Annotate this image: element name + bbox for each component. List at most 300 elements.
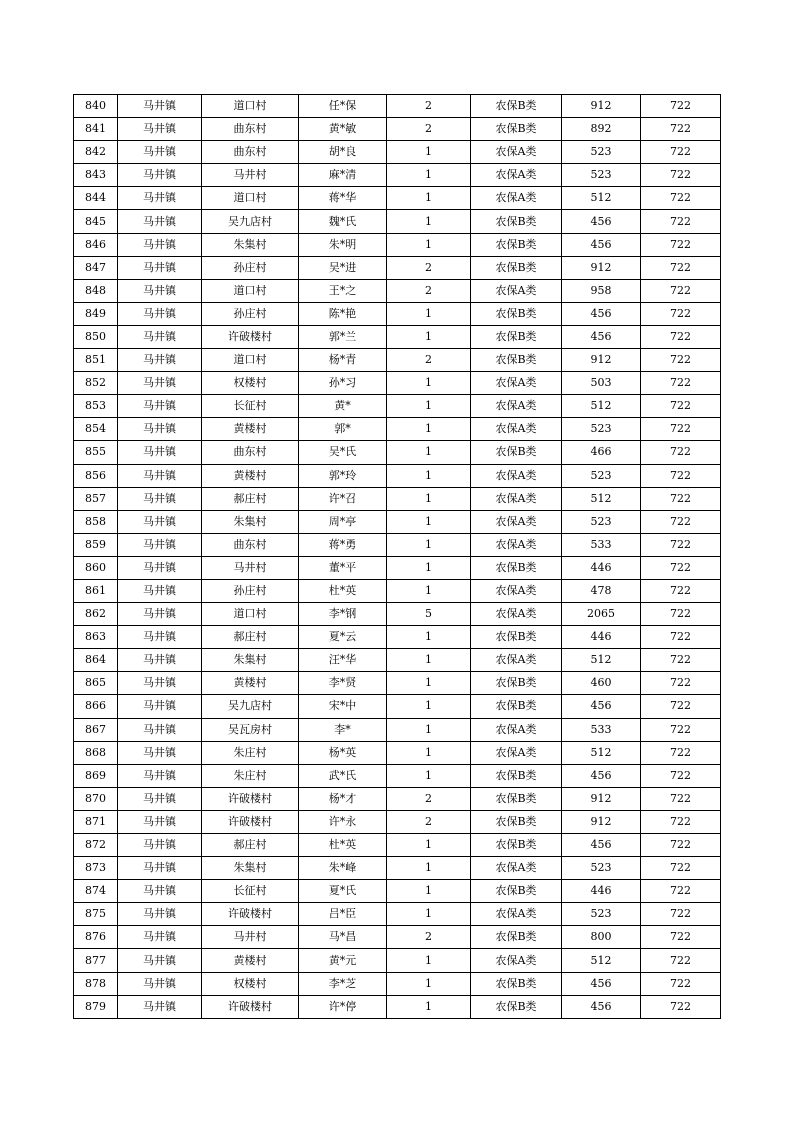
table-row bbox=[74, 764, 721, 787]
amount-cell: 460 bbox=[562, 672, 641, 695]
standard-cell: 722 bbox=[641, 764, 721, 787]
standard-cell: 722 bbox=[641, 556, 721, 579]
town-cell: 马井镇 bbox=[118, 187, 202, 210]
amount-cell: 466 bbox=[562, 441, 641, 464]
category-cell: 农保A类 bbox=[471, 510, 562, 533]
village-cell: 黄楼村 bbox=[202, 949, 299, 972]
category-cell: 农保A类 bbox=[471, 279, 562, 302]
name-cell: 马*昌 bbox=[299, 926, 387, 949]
household-count-cell: 1 bbox=[387, 302, 471, 325]
row-number-cell: 872 bbox=[74, 834, 118, 857]
name-cell: 李* bbox=[299, 718, 387, 741]
name-cell: 王*之 bbox=[299, 279, 387, 302]
village-cell: 朱集村 bbox=[202, 649, 299, 672]
village-cell: 曲东村 bbox=[202, 533, 299, 556]
row-number-cell: 840 bbox=[74, 95, 118, 118]
category-cell: 农保B类 bbox=[471, 210, 562, 233]
household-count-cell: 2 bbox=[387, 349, 471, 372]
village-cell: 朱集村 bbox=[202, 510, 299, 533]
household-count-cell: 2 bbox=[387, 787, 471, 810]
table-row bbox=[74, 741, 721, 764]
amount-cell: 523 bbox=[562, 141, 641, 164]
category-cell: 农保B类 bbox=[471, 349, 562, 372]
village-cell: 道口村 bbox=[202, 279, 299, 302]
table-row bbox=[74, 903, 721, 926]
town-cell: 马井镇 bbox=[118, 649, 202, 672]
category-cell: 农保B类 bbox=[471, 233, 562, 256]
category-cell: 农保A类 bbox=[471, 603, 562, 626]
table-row bbox=[74, 418, 721, 441]
row-number-cell: 861 bbox=[74, 579, 118, 602]
name-cell: 许*停 bbox=[299, 995, 387, 1018]
row-number-cell: 856 bbox=[74, 464, 118, 487]
amount-cell: 456 bbox=[562, 233, 641, 256]
table-row bbox=[74, 579, 721, 602]
amount-cell: 533 bbox=[562, 533, 641, 556]
standard-cell: 722 bbox=[641, 187, 721, 210]
village-cell: 黄楼村 bbox=[202, 464, 299, 487]
town-cell: 马井镇 bbox=[118, 972, 202, 995]
row-number-cell: 855 bbox=[74, 441, 118, 464]
standard-cell: 722 bbox=[641, 903, 721, 926]
household-count-cell: 2 bbox=[387, 810, 471, 833]
table-row bbox=[74, 972, 721, 995]
town-cell: 马井镇 bbox=[118, 210, 202, 233]
town-cell: 马井镇 bbox=[118, 695, 202, 718]
town-cell: 马井镇 bbox=[118, 302, 202, 325]
name-cell: 魏*氏 bbox=[299, 210, 387, 233]
village-cell: 朱集村 bbox=[202, 233, 299, 256]
amount-cell: 912 bbox=[562, 349, 641, 372]
row-number-cell: 864 bbox=[74, 649, 118, 672]
name-cell: 杨*英 bbox=[299, 741, 387, 764]
household-count-cell: 1 bbox=[387, 187, 471, 210]
row-number-cell: 848 bbox=[74, 279, 118, 302]
table-row bbox=[74, 118, 721, 141]
name-cell: 杜*英 bbox=[299, 834, 387, 857]
row-number-cell: 857 bbox=[74, 487, 118, 510]
row-number-cell: 866 bbox=[74, 695, 118, 718]
table-row bbox=[74, 141, 721, 164]
row-number-cell: 860 bbox=[74, 556, 118, 579]
name-cell: 李*芝 bbox=[299, 972, 387, 995]
table-row bbox=[74, 672, 721, 695]
standard-cell: 722 bbox=[641, 510, 721, 533]
village-cell: 朱庄村 bbox=[202, 741, 299, 764]
town-cell: 马井镇 bbox=[118, 764, 202, 787]
amount-cell: 446 bbox=[562, 626, 641, 649]
name-cell: 汪*华 bbox=[299, 649, 387, 672]
amount-cell: 892 bbox=[562, 118, 641, 141]
table-row bbox=[74, 787, 721, 810]
standard-cell: 722 bbox=[641, 395, 721, 418]
standard-cell: 722 bbox=[641, 834, 721, 857]
category-cell: 农保A类 bbox=[471, 903, 562, 926]
village-cell: 曲东村 bbox=[202, 141, 299, 164]
category-cell: 农保A类 bbox=[471, 487, 562, 510]
household-count-cell: 1 bbox=[387, 510, 471, 533]
village-cell: 吴九店村 bbox=[202, 210, 299, 233]
standard-cell: 722 bbox=[641, 695, 721, 718]
category-cell: 农保A类 bbox=[471, 464, 562, 487]
category-cell: 农保A类 bbox=[471, 949, 562, 972]
household-count-cell: 1 bbox=[387, 995, 471, 1018]
village-cell: 权楼村 bbox=[202, 972, 299, 995]
name-cell: 吕*臣 bbox=[299, 903, 387, 926]
row-number-cell: 842 bbox=[74, 141, 118, 164]
household-count-cell: 1 bbox=[387, 487, 471, 510]
table-row bbox=[74, 95, 721, 118]
name-cell: 夏*云 bbox=[299, 626, 387, 649]
name-cell: 朱*明 bbox=[299, 233, 387, 256]
category-cell: 农保B类 bbox=[471, 834, 562, 857]
category-cell: 农保B类 bbox=[471, 764, 562, 787]
name-cell: 杨*青 bbox=[299, 349, 387, 372]
table-row bbox=[74, 464, 721, 487]
amount-cell: 456 bbox=[562, 325, 641, 348]
town-cell: 马井镇 bbox=[118, 256, 202, 279]
town-cell: 马井镇 bbox=[118, 995, 202, 1018]
category-cell: 农保A类 bbox=[471, 395, 562, 418]
row-number-cell: 854 bbox=[74, 418, 118, 441]
name-cell: 吴*氏 bbox=[299, 441, 387, 464]
row-number-cell: 843 bbox=[74, 164, 118, 187]
table-row bbox=[74, 349, 721, 372]
standard-cell: 722 bbox=[641, 857, 721, 880]
town-cell: 马井镇 bbox=[118, 487, 202, 510]
standard-cell: 722 bbox=[641, 949, 721, 972]
household-count-cell: 1 bbox=[387, 741, 471, 764]
row-number-cell: 849 bbox=[74, 302, 118, 325]
household-count-cell: 1 bbox=[387, 464, 471, 487]
category-cell: 农保B类 bbox=[471, 672, 562, 695]
village-cell: 黄楼村 bbox=[202, 672, 299, 695]
table-row bbox=[74, 302, 721, 325]
town-cell: 马井镇 bbox=[118, 464, 202, 487]
household-count-cell: 1 bbox=[387, 418, 471, 441]
amount-cell: 456 bbox=[562, 302, 641, 325]
name-cell: 任*保 bbox=[299, 95, 387, 118]
row-number-cell: 870 bbox=[74, 787, 118, 810]
town-cell: 马井镇 bbox=[118, 418, 202, 441]
town-cell: 马井镇 bbox=[118, 626, 202, 649]
table-row bbox=[74, 603, 721, 626]
amount-cell: 456 bbox=[562, 972, 641, 995]
amount-cell: 523 bbox=[562, 164, 641, 187]
category-cell: 农保A类 bbox=[471, 718, 562, 741]
village-cell: 马井村 bbox=[202, 164, 299, 187]
village-cell: 孙庄村 bbox=[202, 579, 299, 602]
roster-table bbox=[73, 94, 721, 1019]
village-cell: 吴瓦房村 bbox=[202, 718, 299, 741]
row-number-cell: 876 bbox=[74, 926, 118, 949]
name-cell: 周*亭 bbox=[299, 510, 387, 533]
standard-cell: 722 bbox=[641, 210, 721, 233]
row-number-cell: 871 bbox=[74, 810, 118, 833]
household-count-cell: 2 bbox=[387, 95, 471, 118]
standard-cell: 722 bbox=[641, 626, 721, 649]
row-number-cell: 862 bbox=[74, 603, 118, 626]
standard-cell: 722 bbox=[641, 141, 721, 164]
row-number-cell: 850 bbox=[74, 325, 118, 348]
table-row bbox=[74, 926, 721, 949]
amount-cell: 456 bbox=[562, 695, 641, 718]
name-cell: 杨*才 bbox=[299, 787, 387, 810]
town-cell: 马井镇 bbox=[118, 164, 202, 187]
roster-body bbox=[74, 95, 721, 1019]
category-cell: 农保A类 bbox=[471, 741, 562, 764]
standard-cell: 722 bbox=[641, 118, 721, 141]
household-count-cell: 1 bbox=[387, 972, 471, 995]
name-cell: 董*平 bbox=[299, 556, 387, 579]
household-count-cell: 5 bbox=[387, 603, 471, 626]
household-count-cell: 1 bbox=[387, 718, 471, 741]
household-count-cell: 1 bbox=[387, 579, 471, 602]
amount-cell: 456 bbox=[562, 764, 641, 787]
name-cell: 胡*良 bbox=[299, 141, 387, 164]
village-cell: 朱庄村 bbox=[202, 764, 299, 787]
standard-cell: 722 bbox=[641, 787, 721, 810]
name-cell: 夏*氏 bbox=[299, 880, 387, 903]
table-row bbox=[74, 949, 721, 972]
standard-cell: 722 bbox=[641, 718, 721, 741]
town-cell: 马井镇 bbox=[118, 834, 202, 857]
town-cell: 马井镇 bbox=[118, 95, 202, 118]
category-cell: 农保A类 bbox=[471, 533, 562, 556]
household-count-cell: 1 bbox=[387, 533, 471, 556]
town-cell: 马井镇 bbox=[118, 672, 202, 695]
category-cell: 农保B类 bbox=[471, 302, 562, 325]
name-cell: 许*召 bbox=[299, 487, 387, 510]
standard-cell: 722 bbox=[641, 164, 721, 187]
table-row bbox=[74, 487, 721, 510]
row-number-cell: 877 bbox=[74, 949, 118, 972]
household-count-cell: 1 bbox=[387, 672, 471, 695]
table-row bbox=[74, 210, 721, 233]
table-row bbox=[74, 441, 721, 464]
category-cell: 农保A类 bbox=[471, 418, 562, 441]
table-row bbox=[74, 880, 721, 903]
row-number-cell: 867 bbox=[74, 718, 118, 741]
household-count-cell: 1 bbox=[387, 164, 471, 187]
town-cell: 马井镇 bbox=[118, 118, 202, 141]
household-count-cell: 1 bbox=[387, 210, 471, 233]
amount-cell: 456 bbox=[562, 210, 641, 233]
category-cell: 农保A类 bbox=[471, 857, 562, 880]
household-count-cell: 1 bbox=[387, 695, 471, 718]
town-cell: 马井镇 bbox=[118, 441, 202, 464]
table-row bbox=[74, 187, 721, 210]
category-cell: 农保B类 bbox=[471, 926, 562, 949]
name-cell: 朱*峰 bbox=[299, 857, 387, 880]
amount-cell: 523 bbox=[562, 510, 641, 533]
table-row bbox=[74, 695, 721, 718]
amount-cell: 523 bbox=[562, 418, 641, 441]
town-cell: 马井镇 bbox=[118, 510, 202, 533]
amount-cell: 523 bbox=[562, 903, 641, 926]
category-cell: 农保A类 bbox=[471, 141, 562, 164]
standard-cell: 722 bbox=[641, 649, 721, 672]
town-cell: 马井镇 bbox=[118, 903, 202, 926]
town-cell: 马井镇 bbox=[118, 279, 202, 302]
village-cell: 许破楼村 bbox=[202, 903, 299, 926]
standard-cell: 722 bbox=[641, 995, 721, 1018]
row-number-cell: 879 bbox=[74, 995, 118, 1018]
village-cell: 吴九店村 bbox=[202, 695, 299, 718]
town-cell: 马井镇 bbox=[118, 857, 202, 880]
village-cell: 长征村 bbox=[202, 395, 299, 418]
standard-cell: 722 bbox=[641, 926, 721, 949]
amount-cell: 478 bbox=[562, 579, 641, 602]
table-row bbox=[74, 395, 721, 418]
name-cell: 武*氏 bbox=[299, 764, 387, 787]
town-cell: 马井镇 bbox=[118, 395, 202, 418]
row-number-cell: 846 bbox=[74, 233, 118, 256]
name-cell: 许*永 bbox=[299, 810, 387, 833]
table-row bbox=[74, 533, 721, 556]
category-cell: 农保B类 bbox=[471, 95, 562, 118]
standard-cell: 722 bbox=[641, 95, 721, 118]
category-cell: 农保A类 bbox=[471, 579, 562, 602]
name-cell: 吴*进 bbox=[299, 256, 387, 279]
village-cell: 道口村 bbox=[202, 187, 299, 210]
name-cell: 黄* bbox=[299, 395, 387, 418]
village-cell: 道口村 bbox=[202, 349, 299, 372]
standard-cell: 722 bbox=[641, 464, 721, 487]
name-cell: 郭*兰 bbox=[299, 325, 387, 348]
village-cell: 道口村 bbox=[202, 95, 299, 118]
standard-cell: 722 bbox=[641, 441, 721, 464]
table-row bbox=[74, 279, 721, 302]
table-row bbox=[74, 857, 721, 880]
category-cell: 农保B类 bbox=[471, 695, 562, 718]
village-cell: 许破楼村 bbox=[202, 325, 299, 348]
town-cell: 马井镇 bbox=[118, 880, 202, 903]
name-cell: 黄*敏 bbox=[299, 118, 387, 141]
row-number-cell: 844 bbox=[74, 187, 118, 210]
amount-cell: 512 bbox=[562, 395, 641, 418]
standard-cell: 722 bbox=[641, 302, 721, 325]
village-cell: 长征村 bbox=[202, 880, 299, 903]
amount-cell: 512 bbox=[562, 487, 641, 510]
table-row bbox=[74, 233, 721, 256]
standard-cell: 722 bbox=[641, 880, 721, 903]
village-cell: 曲东村 bbox=[202, 441, 299, 464]
row-number-cell: 841 bbox=[74, 118, 118, 141]
town-cell: 马井镇 bbox=[118, 533, 202, 556]
household-count-cell: 1 bbox=[387, 141, 471, 164]
category-cell: 农保A类 bbox=[471, 372, 562, 395]
village-cell: 马井村 bbox=[202, 926, 299, 949]
household-count-cell: 1 bbox=[387, 395, 471, 418]
town-cell: 马井镇 bbox=[118, 349, 202, 372]
town-cell: 马井镇 bbox=[118, 810, 202, 833]
row-number-cell: 865 bbox=[74, 672, 118, 695]
category-cell: 农保B类 bbox=[471, 256, 562, 279]
standard-cell: 722 bbox=[641, 256, 721, 279]
category-cell: 农保B类 bbox=[471, 787, 562, 810]
category-cell: 农保A类 bbox=[471, 164, 562, 187]
amount-cell: 512 bbox=[562, 649, 641, 672]
standard-cell: 722 bbox=[641, 487, 721, 510]
household-count-cell: 1 bbox=[387, 903, 471, 926]
standard-cell: 722 bbox=[641, 972, 721, 995]
name-cell: 杜*英 bbox=[299, 579, 387, 602]
amount-cell: 912 bbox=[562, 787, 641, 810]
household-count-cell: 2 bbox=[387, 926, 471, 949]
category-cell: 农保B类 bbox=[471, 972, 562, 995]
household-count-cell: 1 bbox=[387, 556, 471, 579]
table-row bbox=[74, 834, 721, 857]
row-number-cell: 875 bbox=[74, 903, 118, 926]
amount-cell: 446 bbox=[562, 556, 641, 579]
standard-cell: 722 bbox=[641, 741, 721, 764]
village-cell: 权楼村 bbox=[202, 372, 299, 395]
standard-cell: 722 bbox=[641, 349, 721, 372]
category-cell: 农保B类 bbox=[471, 441, 562, 464]
household-count-cell: 1 bbox=[387, 880, 471, 903]
town-cell: 马井镇 bbox=[118, 141, 202, 164]
village-cell: 孙庄村 bbox=[202, 302, 299, 325]
standard-cell: 722 bbox=[641, 603, 721, 626]
amount-cell: 456 bbox=[562, 995, 641, 1018]
category-cell: 农保B类 bbox=[471, 880, 562, 903]
category-cell: 农保B类 bbox=[471, 556, 562, 579]
row-number-cell: 869 bbox=[74, 764, 118, 787]
amount-cell: 446 bbox=[562, 880, 641, 903]
table-row bbox=[74, 718, 721, 741]
household-count-cell: 2 bbox=[387, 279, 471, 302]
row-number-cell: 858 bbox=[74, 510, 118, 533]
standard-cell: 722 bbox=[641, 579, 721, 602]
household-count-cell: 1 bbox=[387, 949, 471, 972]
category-cell: 农保B类 bbox=[471, 626, 562, 649]
name-cell: 郭* bbox=[299, 418, 387, 441]
amount-cell: 958 bbox=[562, 279, 641, 302]
amount-cell: 523 bbox=[562, 857, 641, 880]
amount-cell: 512 bbox=[562, 187, 641, 210]
village-cell: 郝庄村 bbox=[202, 487, 299, 510]
row-number-cell: 863 bbox=[74, 626, 118, 649]
household-count-cell: 1 bbox=[387, 834, 471, 857]
town-cell: 马井镇 bbox=[118, 579, 202, 602]
category-cell: 农保B类 bbox=[471, 810, 562, 833]
name-cell: 孙*习 bbox=[299, 372, 387, 395]
town-cell: 马井镇 bbox=[118, 372, 202, 395]
village-cell: 黄楼村 bbox=[202, 418, 299, 441]
amount-cell: 2065 bbox=[562, 603, 641, 626]
household-count-cell: 2 bbox=[387, 118, 471, 141]
standard-cell: 722 bbox=[641, 279, 721, 302]
household-count-cell: 2 bbox=[387, 256, 471, 279]
table-row bbox=[74, 810, 721, 833]
household-count-cell: 1 bbox=[387, 372, 471, 395]
name-cell: 黄*元 bbox=[299, 949, 387, 972]
town-cell: 马井镇 bbox=[118, 233, 202, 256]
household-count-cell: 1 bbox=[387, 233, 471, 256]
village-cell: 郝庄村 bbox=[202, 626, 299, 649]
table-row bbox=[74, 325, 721, 348]
household-count-cell: 1 bbox=[387, 649, 471, 672]
amount-cell: 912 bbox=[562, 810, 641, 833]
name-cell: 蒋*华 bbox=[299, 187, 387, 210]
amount-cell: 912 bbox=[562, 95, 641, 118]
row-number-cell: 851 bbox=[74, 349, 118, 372]
category-cell: 农保A类 bbox=[471, 649, 562, 672]
standard-cell: 722 bbox=[641, 533, 721, 556]
amount-cell: 503 bbox=[562, 372, 641, 395]
amount-cell: 512 bbox=[562, 741, 641, 764]
